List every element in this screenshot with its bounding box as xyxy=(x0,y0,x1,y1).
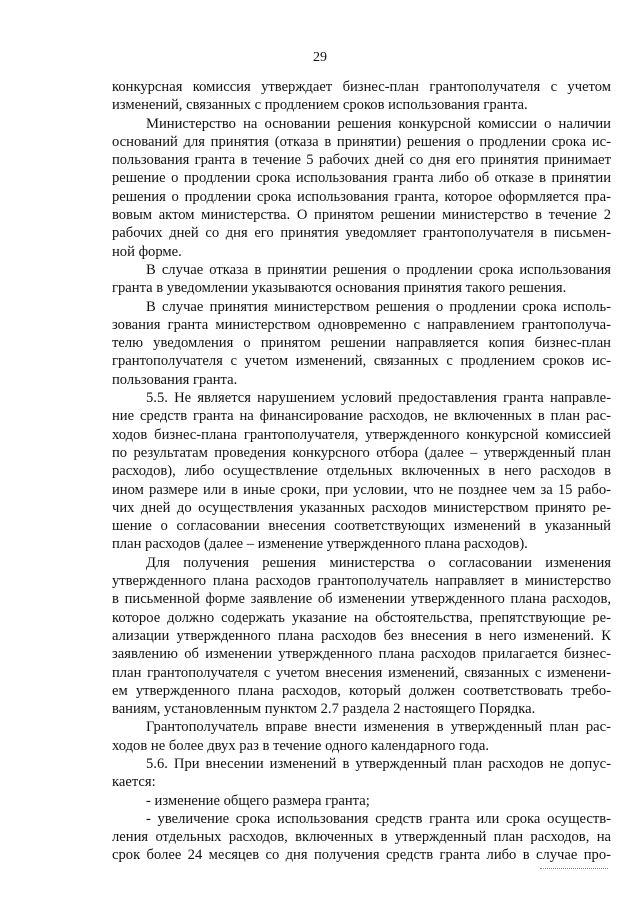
text-line: конкурсная комиссия утверждает бизнес-план грантополучателя с учетом xyxy=(112,79,611,95)
text-line: срок более 24 месяцев со дня получения средств гранта либо в случае про- xyxy=(112,847,611,864)
text-line: чих дней до осуществления указанных расходов министерством принято ре- xyxy=(112,499,611,516)
text-line: которое должно содержать указание на обстоятельства, препятствующие ре- xyxy=(112,609,611,626)
text-line: решение о продлении срока использования гранта либо об отказе в принятии xyxy=(112,170,611,187)
text-line: ваниям, установленным пунктом 2.7 раздела 2 настоящего Порядка. xyxy=(112,701,536,718)
text-line: шение о согласовании внесения соответствующих изменений в указанный xyxy=(112,518,611,535)
footer-mark xyxy=(540,868,608,869)
text-line: в письменной форме заявление об изменении утвержденного плана расходов, xyxy=(112,591,611,608)
text-line: ином размере или в иные сроки, при условии, что не позднее чем за 15 рабо- xyxy=(112,481,611,498)
text-line: вовым актом министерства. О принятом решении министерство в течение 2 xyxy=(112,207,611,224)
page-number: 29 xyxy=(313,50,327,65)
text-line: В случае принятия министерством решения о продлении срока исполь- xyxy=(146,298,611,315)
text-line: В случае отказа в принятии решения о продлении срока использования xyxy=(146,261,611,278)
text-line: ной форме. xyxy=(112,243,182,260)
text-line: Министерство на основании решения конкурсной комиссии о наличии xyxy=(146,115,611,132)
document-body xyxy=(112,78,611,865)
text-line: Грантополучатель вправе внести изменения в утвержденный план рас- xyxy=(146,719,611,736)
text-line: ходов не более двух раз в течение одного календарного года. xyxy=(112,737,490,754)
text-line: Для получения решения министерства о согласовании изменения xyxy=(146,554,611,571)
text-line: заявлению об изменении утвержденного плана расходов прилагается бизнес- xyxy=(112,646,611,663)
text-line: ем утвержденного плана расходов, который должен соответствовать требо- xyxy=(112,682,611,699)
text-line: оснований для принятия (отказа в принятии) решения о продлении срока ис- xyxy=(112,133,611,150)
text-line: - изменение общего размера гранта; xyxy=(146,792,370,809)
text-line: план грантополучателя с учетом внесения изменений, связанных с изменени- xyxy=(112,664,611,681)
text-line: телю уведомления о принятом решении направляется копия бизнес-план xyxy=(112,335,611,352)
text-line: план расходов (далее – изменение утвержденного плана расходов). xyxy=(112,536,528,553)
text-line: утвержденного плана расходов грантополучатель направляет в министерство xyxy=(112,573,611,590)
text-line: пользования гранта в течение 5 рабочих дней со дня его принятия принимает xyxy=(112,152,611,169)
text-line: решения о продлении срока использования гранта, которое оформляется пра- xyxy=(112,188,611,205)
text-line: зования гранта министерством одновременно с направлением грантополуча- xyxy=(112,316,611,333)
text-line: расходов), либо осуществление отдельных включенных в него расходов в xyxy=(112,463,611,480)
text-line: изменений, связанных с продлением сроков использования гранта. xyxy=(112,97,528,114)
text-line: гранта в уведомлении указываются основания принятия такого решения. xyxy=(112,280,567,297)
text-line: ходов бизнес-плана грантополучателя, утвержденного конкурсной комиссией xyxy=(112,426,611,443)
text-line: - увеличение срока использования средств гранта или срока осуществ- xyxy=(146,810,611,827)
text-line: грантополучателя с учетом изменений, связанных с продлением сроков ис- xyxy=(112,353,611,370)
text-line: 5.5. Не является нарушением условий предоставления гранта направле- xyxy=(146,390,611,407)
text-line: ние средств гранта на финансирование расходов, не включенных в план рас- xyxy=(112,408,611,425)
text-line: 5.6. При внесении изменений в утвержденный план расходов не допус- xyxy=(146,755,611,772)
text-line: ления отдельных расходов, включенных в утвержденный план расходов, на xyxy=(112,829,611,846)
text-line: по результатам проведения конкурсного отбора (далее – утвержденный план xyxy=(112,444,611,461)
text-line: пользования гранта. xyxy=(112,371,238,388)
text-line: рабочих дней со дня его принятия уведомляет грантополучателя в письмен- xyxy=(112,225,611,242)
text-line: ализации утвержденного плана расходов без внесения в него изменений. К xyxy=(112,627,611,644)
text-line: кается: xyxy=(112,774,156,791)
